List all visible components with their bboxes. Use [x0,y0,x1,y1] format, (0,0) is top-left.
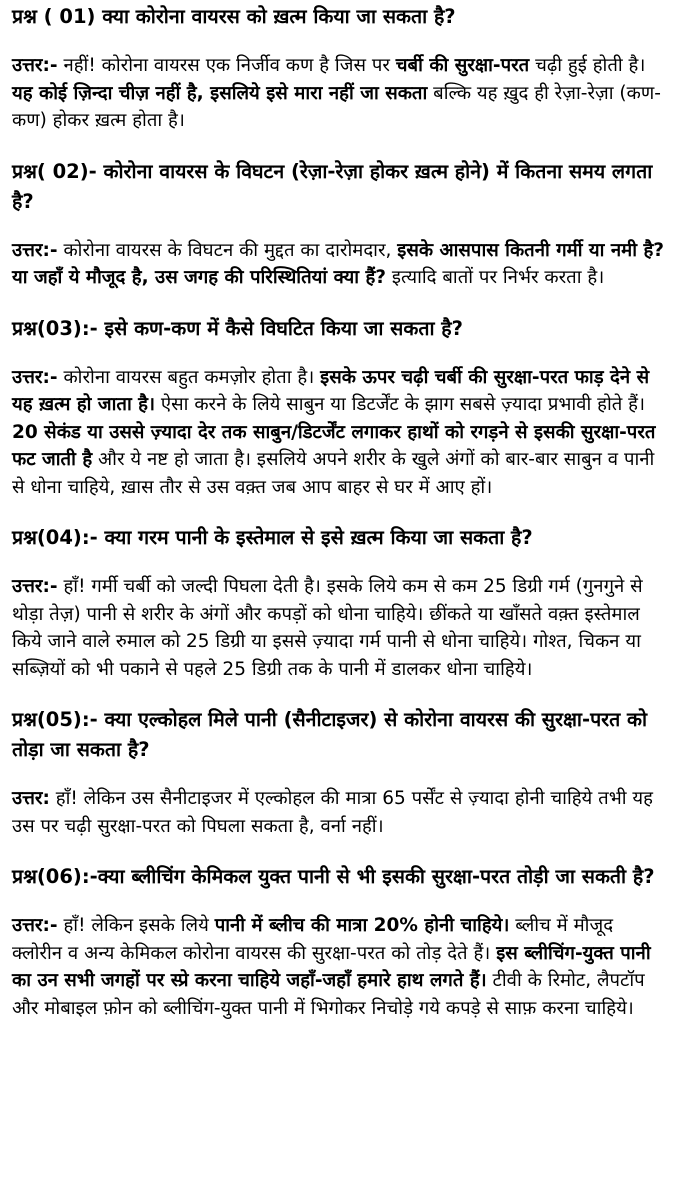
answer-segment: चर्बी की सुरक्षा-परत [395,55,530,76]
answer-segment: उत्तर:- [12,55,58,76]
qa-item-2 [12,157,664,292]
answer-segment: उत्तर:- [12,366,58,388]
answer-6 [12,912,664,1022]
answer-segment: इस ब्लीचिंग-युक्त पानी का उन सभी जगहों पर स्प्रे करना चाहिये जहाँ-जहाँ हमारे हाथ लगते हैं। [12,942,651,991]
answer-1 [12,52,664,135]
answer-segment: हाँ! लेकिन उस सैनीटाइजर में एल्कोहल की मात्रा 65 पर्सेंट से ज़्यादा होनी चाहिये तभी यह उस पर चढ़ी सुरक्षा-परत को पिघला सकता है, वर्ना नहीं। [12,788,653,837]
qa-item-3 [12,314,664,502]
answer-segment: इसके ऊपर चढ़ी चर्बी की सुरक्षा-परत फाड़ देने से यह ख़त्म हो जाता है। [12,366,650,415]
question-2: प्रश्न( 02)- कोरोना वायरस के विघटन (रेज़ा-रेज़ा होकर ख़त्म होने) में कितना समय लगता है? [12,159,653,213]
answer-segment: और ये नष्ट हो जाता है। इसलिये अपने शरीर के खुले अंगों को बार-बार साबुन व पानी से धोना चाहिये, ख़ास तौर से उस वक़्त जब आप बाहर से घर में आए हों। [12,449,655,498]
answer-segment: उत्तर:- [12,576,58,597]
answer-segment: कोरोना वायरस बहुत कमज़ोर होता है। [57,366,321,388]
question-4: प्रश्न(04):- क्या गरम पानी के इस्तेमाल से इसे ख़त्म किया जा सकता है? [12,526,533,549]
question-3: प्रश्न(03):- इसे कण-कण में कैसे विघटित किया जा सकता है? [12,316,463,340]
qa-item-1 [12,2,664,135]
answer-segment: उत्तर: [12,788,50,809]
answer-segment: नहीं! कोरोना वायरस एक निर्जीव कण है जिस पर [57,55,396,76]
answer-segment: इसके आसपास कितनी गर्मी या नमी है? या जहाँ ये मौजूद है, उस जगह की परिस्थितियां क्या हैं? [12,239,665,288]
answer-5 [12,785,664,840]
question-1: प्रश्न ( 01) क्या कोरोना वायरस को ख़त्म किया जा सकता है? [12,5,456,28]
answer-segment: 20 सेकंड या उससे ज़्यादा देर तक साबुन/डिटर्जेंट लगाकर हाथों को रगड़ने से इसकी सुरक्षा-परत फट जाती है [12,421,656,470]
answer-segment: उत्तर:- [12,239,58,261]
answer-2 [12,237,664,292]
question-5: प्रश्न(05):- क्या एल्कोहल मिले पानी (सैनीटाइजर) से कोरोना वायरस की सुरक्षा-परत को तोड़ा जा सकता है? [12,708,648,761]
answer-segment: ऐसा करने के लिये साबुन या डिटर्जेंट के झाग सबसे ज़्यादा प्रभावी होते हैं। [155,394,646,415]
qa-item-5 [12,705,664,840]
answer-segment: ब्लीच में मौजूद क्लोरीन व अन्य केमिकल कोरोना वायरस की सुरक्षा-परत को तोड़ देते हैं। [12,915,614,964]
answer-segment: यह कोई ज़िन्दा चीज़ नहीं है, इसलिये इसे मारा नहीं जा सकता [12,82,428,104]
answer-segment: कोरोना वायरस के विघटन की मुद्दत का दारोमदार, [57,239,398,261]
answer-segment: पानी में ब्लीच की मात्रा 20% होनी चाहिये। [214,915,510,936]
answer-segment: चढ़ी हुई होती है। [529,55,646,76]
qa-item-6 [12,862,664,1022]
answer-segment: टीवी के रिमोट, लैपटॉप और मोबाइल फ़ोन को ब्लीचिंग-युक्त पानी में भिगोकर निचोड़े गये कपड़े से साफ़ करना चाहिये। [12,970,645,1019]
answer-segment: बल्कि यह ख़ुद ही रेज़ा-रेज़ा (कण-कण) होकर ख़त्म होता है। [12,82,661,131]
answer-segment: हाँ! लेकिन इसके लिये [57,915,215,936]
answer-4 [12,573,664,683]
qa-item-4 [12,523,664,683]
answer-segment: उत्तर:- [12,915,58,936]
question-6: प्रश्न(06):-क्या ब्लीचिंग केमिकल युक्त पानी से भी इसकी सुरक्षा-परत तोड़ी जा सकती है? [12,865,655,888]
answer-segment: इत्यादि बातों पर निर्भर करता है। [386,267,605,288]
answer-3 [12,364,664,502]
answer-segment: हाँ! गर्मी चर्बी को जल्दी पिघला देती है। इसके लिये कम से कम 25 डिग्री गर्म (गुनगुने से थोड़ा तेज़) पानी से शरीर के अंगों और कपड़ों को धोना चाहिये। छींकते या खाँसते वक़्त इस्तेमाल किये जाने वाले रुमाल को 25 डिग्री या इससे ज़्यादा गर्म पानी से धोना चाहिये। गोश्त, चिकन या सब्ज़ियों को भी पकाने से पहले 25 डिग्री तक के पानी में डालकर धोना चाहिये। [12,576,643,680]
